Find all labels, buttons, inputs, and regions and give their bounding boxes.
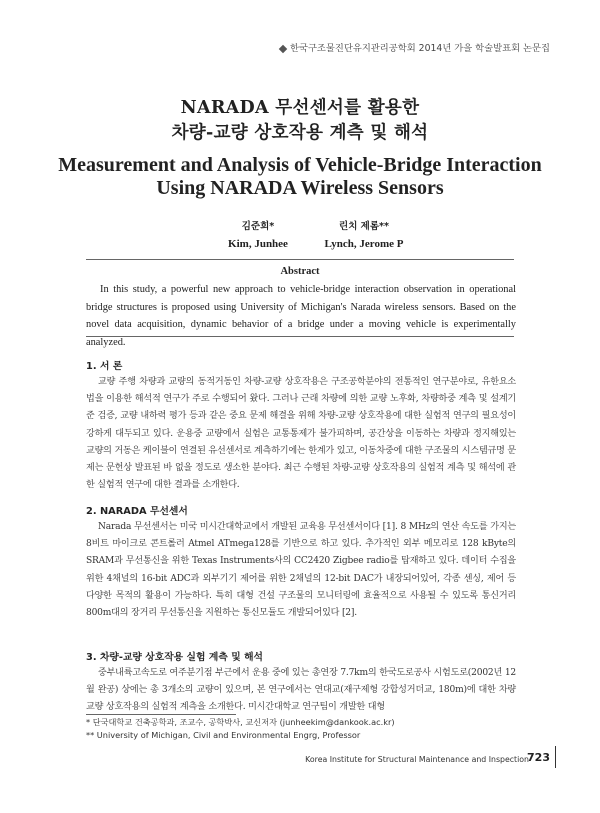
page-number: 723: [527, 751, 550, 764]
section-2-heading: 2. NARADA 무선센서: [86, 506, 188, 517]
bullet-icon: [279, 44, 287, 52]
abstract-heading: Abstract: [280, 266, 320, 277]
korean-title-line-2: 차량-교량 상호작용 계측 및 해석: [171, 123, 429, 143]
author-1-korean-name: 김준희*: [241, 221, 275, 232]
abstract-top-rule: [86, 259, 514, 260]
abstract-text: In this study, a powerful new approach to vehicle-bridge interaction observation in operational bridge structures is proposed using University of Michigan's Narada wireless sensors. Based on the novel data acquisition, dynamic behavior of a bridge under a moving vehicle is experimentally analyzed.: [86, 284, 516, 348]
footer-organization: Korea Institute for Structural Maintenance and Inspection: [305, 755, 529, 764]
author-2-english-name: Lynch, Jerome P: [324, 238, 404, 250]
korean-title-line-1: NARADA 무선센서를 활용한: [180, 98, 420, 118]
footnote-2: ** University of Michigan, Civil and Environmental Engrg, Professor: [86, 730, 361, 740]
section-3-heading: 3. 차량-교량 상호작용 실험 계측 및 해석: [86, 652, 264, 663]
author-1-english-name: Kim, Junhee: [228, 238, 288, 250]
author-2-korean-name: 린치 제롬**: [339, 221, 389, 232]
section-2-text: Narada 무선센서는 미국 미시간대학교에서 개발된 교육용 무선센서이다 [1]. 8 MHz의 연산 속도를 가지는 8비트 마이크로 콘트롤러 Atmel ATmega128를 기반으로 하고 있다. 추가적인 외부 메모리로 128 kByte의 SRAM과 무선통신을 위한 Texas Instruments사의 CC2420 Zigbee radio를 탑재하고 있다. 데이터 수집을 위한 4채널의 16-bit ADC과 외부기기 제어를 위한 2채널의 12-bit DAC가 내장되어있어, 각종 센싱, 제어 등 다양한 목적의 활용이 가능하다. 특히 대형 건설 구조물의 모니터링에 효율적으로 사용될 수 있도록 통신거리 800m대의 장거리 무선통신을 지원하는 통신모듈도 개발되어있다 [2].: [86, 522, 516, 619]
page-number-divider: [555, 746, 556, 768]
section-1-text: 교량 주행 차량과 교량의 동적거동인 차량-교량 상호작용은 구조공학분야의 전통적인 연구분야로, 유한요소법을 이용한 해석적 연구가 주로 수행되어 왔다. 그러나 근래 차량에 의한 교량 노후화, 차량하중 계측 및 설계기준 검증, 교량 내하력 평가 등과 같은 중요 문제 해결을 위해 차량-교량 상호작용에 대한 실험적 연구의 필요성이 강하게 대두되고 있다. 운용중 교량에서 실험은 교통통제가 불가피하며, 공간상을 이동하는 차량과 정지해있는 교량의 거동은 케이블이 연결된 유선센서로 계측하기에는 한계가 있고, 이동차중에 대한 구조물의 시스템규명 문제는 문헌상 발표된 바 없을 정도로 생소한 분야다. 최근 수행된 차량-교량 상호작용의 실험적 계측 및 해석에 관한 실험적 연구에 대한 결과를 소개한다.: [86, 377, 516, 491]
section-1-heading: 1. 서 론: [86, 361, 123, 372]
journal-name: 한국구조물진단유지관리공학회 2014년 가을 학술발표회 논문집: [289, 43, 550, 54]
abstract-bottom-rule: [86, 336, 514, 337]
footnote-1: * 단국대학교 건축공학과, 조교수, 공학박사, 교신저자 (junheekim@dankook.ac.kr): [86, 717, 395, 727]
english-title-line-1: Measurement and Analysis of Vehicle-Bridge Interaction: [58, 154, 542, 176]
english-title-line-2: Using NARADA Wireless Sensors: [156, 177, 444, 199]
journal-header: [280, 40, 550, 54]
section-3-text: 중부내륙고속도로 여주분기점 부근에서 운용 중에 있는 총연장 7.7km의 한국도로공사 시험도로(2002년 12월 완공) 상에는 총 3개소의 교량이 있으며, 본 연구에서는 연대교(재구제형 강합성거더교, 180m)에 대한 차량 교량 상호작용의 실험적 계측을 소개한다. 미시간대학교 연구팀이 개발한 대형: [86, 668, 516, 713]
author-2: [294, 218, 434, 250]
